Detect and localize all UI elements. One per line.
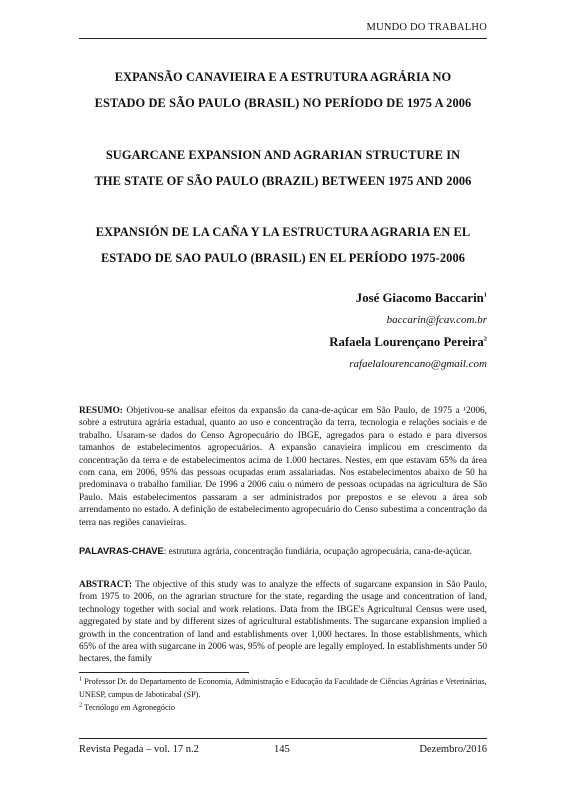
footer-date: Dezembro/2016: [419, 744, 487, 755]
footer-page-number: 145: [274, 744, 290, 755]
author-1-name: José Giacomo Baccarin: [355, 291, 484, 305]
title-portuguese: [79, 64, 487, 116]
author-1-footnote-mark[interactable]: 1: [483, 291, 487, 299]
footnote-2: [79, 702, 487, 715]
title-es-line2: ESTADO DE SAO PAULO (BRASIL) EN EL PERÍODO 1975-2006: [100, 251, 466, 265]
footer-journal: Revista Pegada – vol. 17 n.2: [79, 744, 199, 755]
author-2-footnote-mark[interactable]: 2: [483, 335, 487, 343]
resumo-label: RESUMO:: [79, 406, 123, 416]
footnote-2-mark: 2: [79, 701, 83, 709]
resumo-text: Objetivou-se analisar efeitos da expansão da cana-de-açúcar em São Paulo, de 1975 a ¹2006, sobre a estrutura agrária estadual, quanto ao uso e concentração da terra, tecnologia e relações sociais e de trabalho. Usaram-se dados do Censo Agropecuário do IBGE, agregados para o estado e para diversos tamanhos de estabelecimentos agropecuários. A expansão canavieira implicou em crescimento da concentração da terra e de estabelecimentos acima de 1.000 hectares. Nestes, em que estavam 65% da área com cana, em 2006, 95% das pessoas ocupadas eram assalariadas. Nos estabelecimentos abaixo de 50 ha predominava o trabalho familiar. De 1996 a 2006 caiu o número de pessoas ocupadas na agricultura de São Paulo. Mais estabelecimentos passaram a ser administrados por prepostos e se elevou a área sob arrendamento no estado. A definição de estabelecimento agropecuário do Censo subestima a concentração da terra nas regiões canavieiras.: [79, 406, 487, 528]
title-pt-line1: EXPANSÃO CANAVIEIRA E A ESTRUTURA AGRÁRIA NO: [114, 70, 452, 84]
title-en-line1: SUGARCANE EXPANSION AND AGRARIAN STRUCTURE IN: [105, 148, 461, 162]
title-es-line1: EXPANSIÓN DE LA CAÑA Y LA ESTRUCTURA AGRARIA EN EL: [95, 225, 471, 239]
author-2-name: Rafaela Lourençano Pereira: [329, 335, 484, 349]
title-pt-line2: ESTADO DE SÃO PAULO (BRASIL) NO PERÍODO DE 1975 A 2006: [94, 96, 472, 110]
title-en-line2: THE STATE OF SÃO PAULO (BRAZIL) BETWEEN 1975 AND 2006: [94, 174, 472, 188]
keywords-text: : estrutura agrária, concentração fundiária, ocupação agropecuária, cana-de-açúcar.: [163, 547, 472, 557]
running-header: MUNDO DO TRABALHO: [366, 22, 487, 33]
author-2: [329, 335, 487, 350]
title-spanish: [79, 219, 487, 271]
author-1-email[interactable]: baccarin@fcav.com.br: [386, 314, 487, 326]
keywords-paragraph: [79, 545, 487, 558]
title-english: [79, 142, 487, 194]
resumo-paragraph: [79, 405, 487, 529]
footnote-1: [79, 676, 487, 701]
keywords-label: PALAVRAS-CHAVE: [79, 546, 164, 556]
author-2-email[interactable]: rafaelalourencano@gmail.com: [349, 358, 487, 370]
footnote-1-mark: 1: [79, 675, 83, 683]
abstract-paragraph: [79, 579, 487, 666]
footnote-1-text: Professor Dr. do Departamento de Economia, Administração e Educação da Faculdade de Ciências Agrárias e Veterinárias, UNESP, campus de Jaboticabal (SP).: [79, 677, 487, 699]
header-rule: [79, 38, 487, 39]
author-1: [356, 291, 487, 306]
footnote-2-text: Tecnólogo em Agronegócio: [82, 703, 175, 712]
abstract-label: ABSTRACT:: [79, 580, 133, 590]
abstract-text: The objective of this study was to analyze the effects of sugarcane expansion in São Paulo, from 1975 to 2006, on the agrarian structure for the state, regarding the usage and concentration of land, technology together with social and work relations. Data from the IBGE's Agricultural Census were used, aggregated by state and by different sizes of agricultural establishments. The sugarcane expansion implied a growth in the concentration of land and establishments over 1,000 hectares. In those establishments, which 65% of the area with sugarcane in 2006 was, 95% of people are legally employed. In establishments under 50 hectares, the family: [79, 580, 487, 665]
footer-rule: [79, 738, 487, 739]
footnote-rule: [79, 672, 249, 673]
